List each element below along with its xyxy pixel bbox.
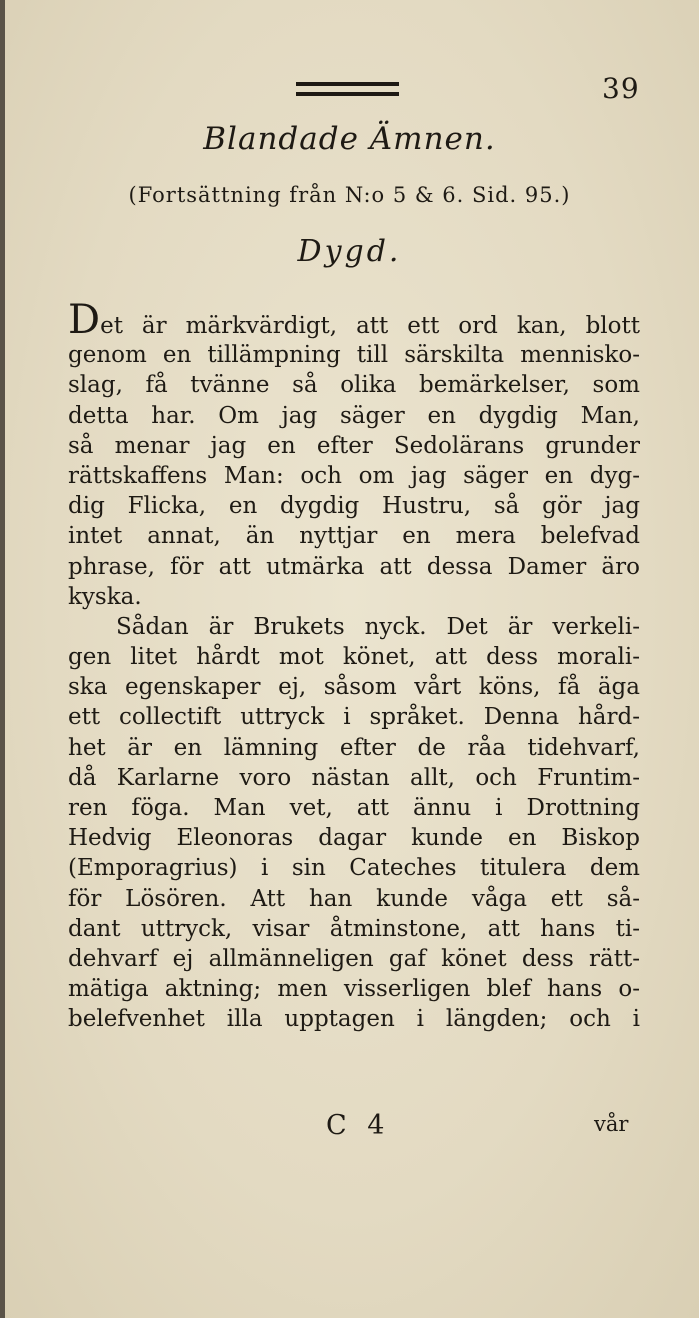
text-line: het är en lämning efter de råa tidehvarf,	[68, 734, 640, 761]
text-line: Det är märkvärdigt, att ett ord kan, blott	[68, 297, 640, 343]
text-line: ren föga. Man vet, att ännu i Drottning	[68, 795, 640, 821]
text-line: då Karlarne voro nästan allt, och Fruntim-	[68, 764, 640, 791]
continuation-note: (Fortsättning från N:o 5 & 6. Sid. 95.)	[128, 183, 571, 207]
drop-initial: D	[68, 297, 101, 343]
page-number: 39	[602, 72, 640, 105]
text-line: phrase, för att utmärka att dessa Damer äro	[68, 553, 640, 580]
text-line: kyska.	[68, 583, 142, 610]
text-line: slag, få tvänne så olika bemärkelser, som	[68, 372, 640, 399]
text-line: rättskaffens Man: och om jag säger en dyg-	[68, 462, 640, 489]
text-line: gen litet hårdt mot könet, att dess morali-	[68, 644, 640, 671]
section-title: Blandade Ämnen.	[203, 121, 496, 157]
text-line: Sådan är Brukets nyck. Det är verkeli-	[116, 613, 640, 640]
text-line: intet annat, än nyttjar en mera belefvad	[68, 523, 640, 550]
text-line: dehvarf ej allmänneligen gaf könet dess rätt-	[68, 945, 640, 972]
text-line: så menar jag en efter Sedolärans grunder	[68, 432, 640, 459]
text-line: detta har. Om jag säger en dygdig Man,	[68, 402, 640, 429]
text-line: ska egenskaper ej, såsom vårt köns, få äga	[68, 674, 640, 701]
article-body	[68, 297, 640, 1035]
text-line: genom en tillämpning till särskilta mennisko-	[68, 342, 640, 369]
text-line: mätiga aktning; men visserligen blef hans o-	[68, 976, 640, 1003]
catchword: vår	[594, 1112, 629, 1136]
text-line: ett collectift uttryck i språket. Denna hård-	[68, 704, 640, 731]
text-line: belefvenhet illa upptagen i längden; och i	[68, 1006, 640, 1033]
text-line: för Lösören. Att han kunde våga ett så-	[68, 885, 640, 912]
signature-mark: C 4	[326, 1110, 391, 1141]
article-title: Dygd.	[297, 234, 402, 269]
text-line: dant uttryck, visar åtminstone, att hans ti-	[68, 915, 640, 942]
text-line: dig Flicka, en dygdig Hustru, så gör jag	[68, 493, 640, 520]
header-rule-top	[296, 82, 399, 86]
text-line: Hedvig Eleonoras dagar kunde en Biskop	[68, 825, 640, 852]
text-line: (Emporagrius) i sin Cateches titulera dem	[68, 855, 640, 882]
header-rule-bottom	[296, 92, 399, 96]
